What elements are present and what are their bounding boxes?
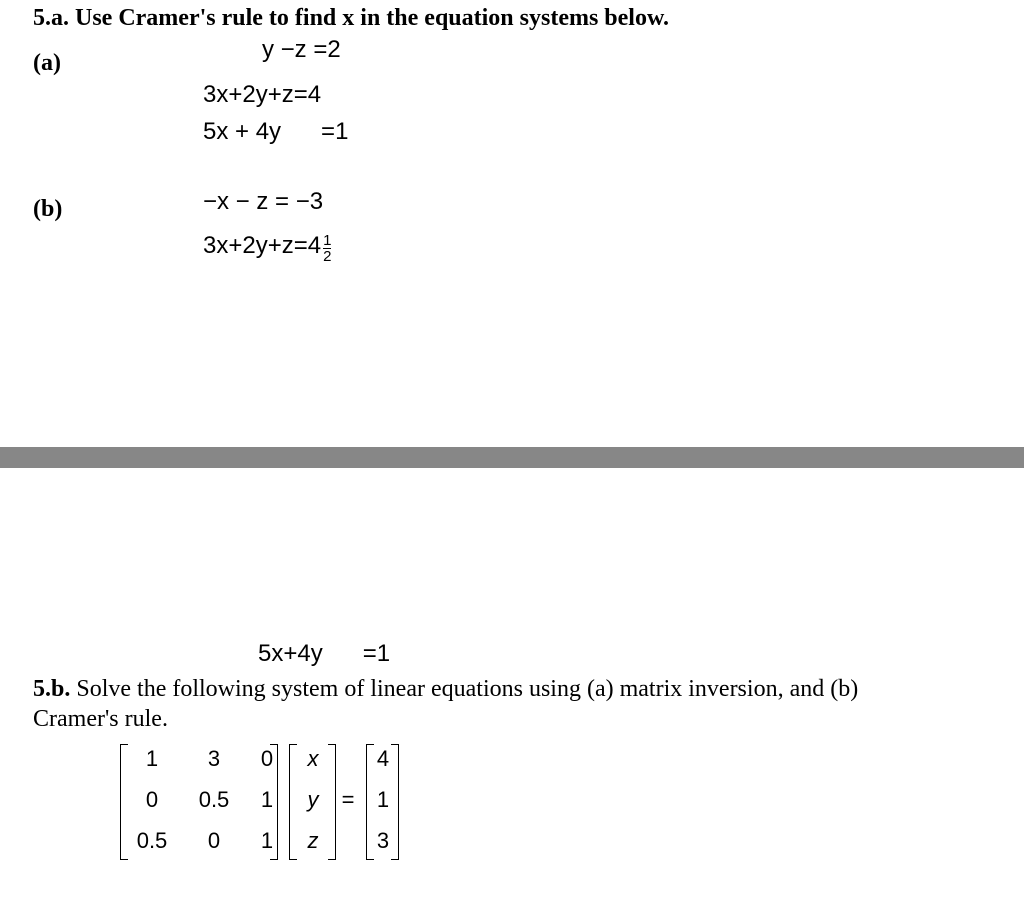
part-a-equation-1: y −z =2: [262, 36, 341, 63]
part-a-label: (a): [33, 50, 61, 76]
section-divider: [0, 447, 1024, 468]
part-b-equation-2-text: 3x+2y+z=4: [203, 232, 322, 259]
problem-5a-instruction: Use Cramer's rule to find x in the equation systems below.: [75, 5, 669, 31]
part-a-equation-3: 5x + 4y =1: [203, 118, 349, 145]
matrix-a-cell: 0: [145, 787, 159, 812]
fraction-one-half: [323, 233, 331, 264]
part-b-equation-2: [203, 232, 331, 264]
problem-5a-heading: [33, 5, 669, 32]
part-a-equation-2: 3x+2y+z=4: [203, 81, 322, 108]
matrix-a-cell: 1: [145, 746, 159, 771]
problem-5b-line-1: [33, 676, 858, 703]
part-b-equation-1: −x − z = −3: [203, 188, 324, 215]
problem-5b-instruction-1: Solve the following system of linear equations using (a) matrix inversion, and (b): [76, 676, 859, 702]
matrix-a-cell: 1: [260, 828, 274, 853]
vector-b-cell: 3: [376, 828, 390, 853]
carryover-equation: 5x+4y =1: [258, 640, 391, 667]
vector-x-cell: z: [307, 828, 319, 853]
matrix-a-cell: 1: [260, 787, 274, 812]
problem-5a-number: 5.a.: [33, 5, 69, 31]
vector-x-cell: y: [307, 787, 319, 812]
matrix-a-cell: 0.5: [198, 787, 230, 812]
matrix-a-cell: 0: [207, 828, 221, 853]
vector-x-cell: x: [307, 746, 319, 771]
problem-5b-number: 5.b.: [33, 676, 71, 702]
vector-b-cell: 4: [376, 746, 390, 771]
fraction-denominator: 2: [323, 248, 332, 265]
matrix-a-cell: 0: [260, 746, 274, 771]
part-b-label: (b): [33, 196, 63, 222]
vector-b-cell: 1: [376, 787, 390, 812]
fraction-numerator: 1: [323, 232, 332, 249]
matrix-a-cell: 3: [207, 746, 221, 771]
equals-sign: =: [341, 787, 355, 812]
problem-5b-instruction-2: Cramer's rule.: [33, 706, 168, 732]
matrix-a-cell: 0.5: [136, 828, 168, 853]
